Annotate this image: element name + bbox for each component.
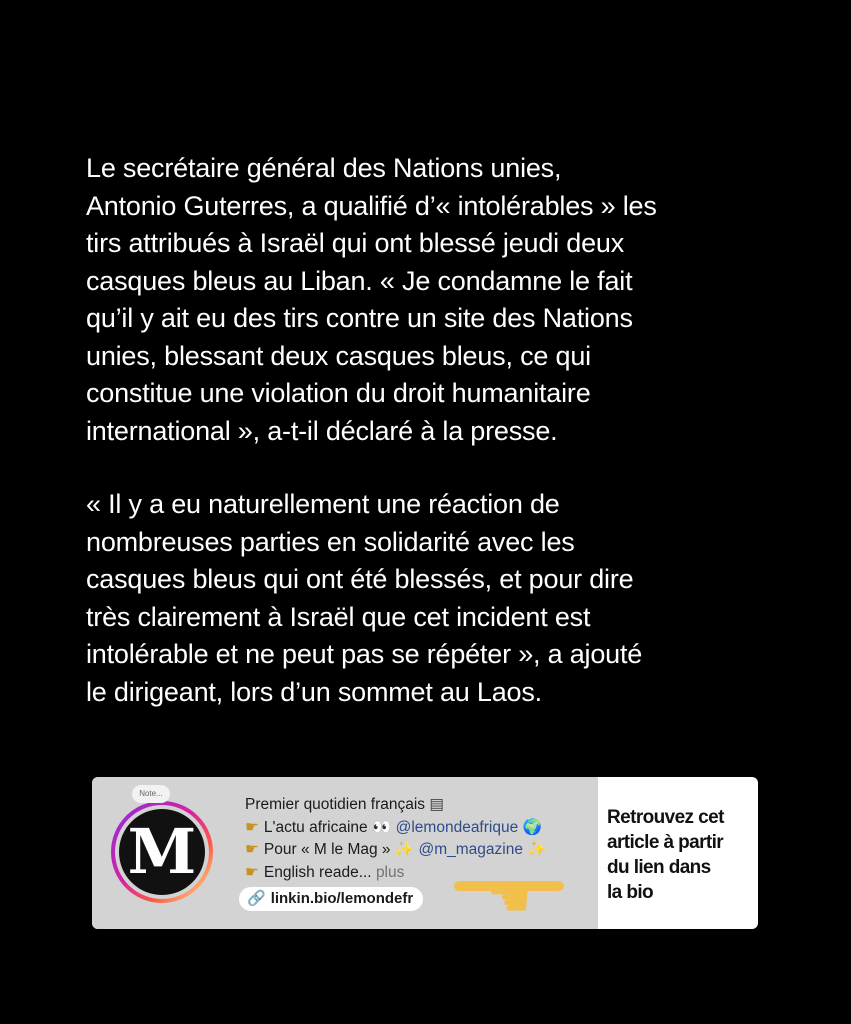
text-line: intolérable et ne peut pas se répéter », a ajouté bbox=[86, 639, 643, 669]
paragraph-gap bbox=[86, 450, 786, 486]
newspaper-icon: ▤ bbox=[429, 796, 445, 813]
cta-line: du lien dans bbox=[607, 857, 711, 878]
text-line: casques bleus qui ont été blessés, et pour dire bbox=[86, 564, 634, 594]
text-line: constitue une violation du droit humanitaire bbox=[86, 378, 591, 408]
avatar: M bbox=[119, 809, 205, 895]
cta-line: article à partir bbox=[607, 832, 724, 853]
pointing-hand-icon: ☛ bbox=[245, 841, 259, 858]
text-line: tirs attribués à Israël qui ont blessé jeudi deux bbox=[86, 228, 625, 258]
cta-line: la bio bbox=[607, 882, 654, 903]
pointing-hand-icon: ☛ bbox=[245, 863, 259, 881]
bio-line bbox=[245, 817, 595, 840]
text-line: « Il y a eu naturellement une réaction de bbox=[86, 489, 560, 519]
bio-line-text: Premier quotidien français bbox=[245, 796, 426, 813]
text-line: Antonio Guterres, a qualifié d’« intolérables » les bbox=[86, 190, 657, 221]
globe-icon: 🌍 bbox=[522, 818, 542, 836]
bio-line bbox=[245, 794, 595, 817]
bio-line bbox=[245, 839, 595, 862]
bio-link-text: linkin.bio/lemondefr bbox=[270, 890, 414, 907]
bio-line-text: Pour « M le Mag » bbox=[263, 841, 391, 858]
note-bubble[interactable]: Note... bbox=[132, 785, 170, 803]
sparkles-icon: ✨ bbox=[394, 841, 415, 858]
bio-text bbox=[245, 794, 595, 911]
text-line: Le secrétaire général des Nations unies, bbox=[86, 153, 562, 183]
bio-link-card bbox=[92, 777, 758, 929]
eyes-icon: 👀 bbox=[372, 818, 392, 836]
sparkles-icon: ✨ bbox=[527, 841, 547, 858]
text-line: qu’il y ait eu des tirs contre un site des Nations bbox=[86, 303, 633, 333]
text-line: unies, blessant deux casques bleus, ce qui bbox=[86, 340, 591, 371]
profile-bio-screenshot bbox=[92, 777, 598, 929]
cta-line: Retrouvez cet bbox=[607, 807, 724, 828]
more-link[interactable]: plus bbox=[375, 863, 405, 881]
mention-link[interactable]: @lemondeafrique bbox=[395, 818, 519, 836]
paragraph-2 bbox=[86, 486, 786, 711]
text-line: le dirigeant, lors d’un sommet au Laos. bbox=[86, 676, 542, 707]
bio-link-button[interactable] bbox=[239, 887, 423, 911]
cta-text bbox=[607, 805, 752, 905]
avatar-story-ring[interactable] bbox=[111, 801, 213, 903]
article-text bbox=[86, 150, 786, 711]
link-icon: 🔗 bbox=[247, 890, 266, 907]
text-line: très clairement à Israël que cet incident est bbox=[86, 601, 591, 632]
mention-link[interactable]: @m_magazine bbox=[418, 841, 523, 858]
text-line: international », a-t-il déclaré à la presse. bbox=[86, 415, 558, 446]
avatar-frame bbox=[115, 805, 209, 899]
bio-line-text: L'actu africaine bbox=[263, 818, 368, 836]
pointing-left-hand-icon: ☚ bbox=[487, 870, 532, 928]
text-line: nombreuses parties en solidarité avec les bbox=[86, 526, 575, 557]
bio-line-text: English reade... bbox=[263, 863, 372, 881]
text-line: casques bleus au Liban. « Je condamne le fait bbox=[86, 265, 633, 296]
paragraph-1 bbox=[86, 150, 786, 450]
pointing-hand-icon: ☛ bbox=[245, 818, 259, 836]
